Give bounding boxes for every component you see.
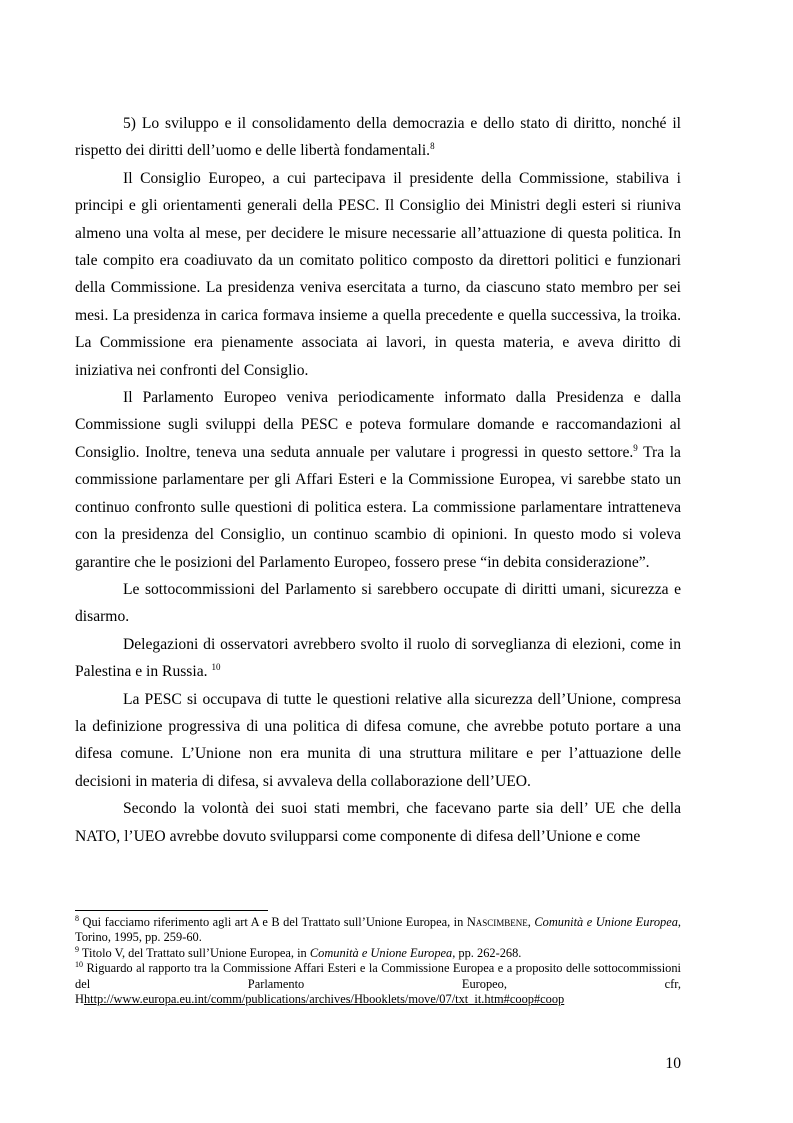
- paragraph-democracy: 5) Lo sviluppo e il consolidamento della democrazia e dello stato di diritto, nonché il rispetto dei diritti dell’uomo e delle libertà fondamentali.$^8$: [75, 115, 681, 160]
- footnote-8: $^8$ Qui facciamo riferimento agli art A e B del Trattato sull’Unione Europea, in Nascimbene, Comunità e Unione Europea, Torino, 1995, pp. 259-60.: [75, 913, 682, 945]
- footnote-9: $^9$ Titolo V, del Trattato sull’Unione Europea, in Comunità e Unione Europea, pp. 262-268.: [75, 944, 522, 960]
- paragraph-ueo: Secondo la volontà dei suoi stati membri, che facevano parte sia dell’ UE che della NATO, l’UEO avrebbe dovuto svilupparsi come componente di difesa dell’Unione e come: [75, 800, 681, 845]
- paragraph-european-parliament: Il Parlamento Europeo veniva periodicamente informato dalla Presidenza e dalla Commissione sugli sviluppi della PESC e poteva formulare domande e raccomandazioni al Consiglio. Inoltre, teneva una seduta annuale per valutare i progressi in questo settore.$^9$ Tra la commissione parlamentare per gli Affari Esteri e la Commissione Europea, vi sarebbe stato un continuo confronto sulle questioni di politica estera. La commissione parlamentare intratteneva con la presidenza del Consiglio, un continuo scambio di opinioni. In questo modo si voleva garantire che le posizioni del Parlamento Europeo, fossero prese “in debita considerazione”.: [75, 389, 681, 571]
- paragraph-security-pesc: La PESC si occupava di tutte le questioni relative alla sicurezza dell’Unione, compresa la definizione progressiva di una politica di difesa comune, che avrebbe potuto portare a una difesa comune. L’Unione non era munita di una struttura militare e per l’attuazione delle decisioni in materia di difesa, si avvaleva della collaborazione dell’UEO.: [75, 690, 681, 790]
- footnote-10: $^{10}$ Riguardo al rapporto tra la Commissione Affari Esteri e la Commissione Europea e a proposito delle sottocommissioni del Parlamento Europeo, cfr, Hhttp://www.europa.eu.int/comm/publications/archives/Hbooklets/move/07/txt_it.htm#coop#coop: [75, 960, 681, 1007]
- footnote-book-title: Comunità e Unione Europea: [534, 915, 678, 929]
- footnote-ref-9[interactable]: 9: [633, 442, 638, 453]
- footnote-book-title: Comunità e Unione Europea: [309, 945, 453, 960]
- paragraph-observer-delegations: Delegazioni di osservatori avrebbero svolto il ruolo di sorveglianza di elezioni, come in Palestina e in Russia. $^{10}$: [75, 635, 681, 681]
- footnote-link[interactable]: http://www.europa.eu.int/comm/publications/archives/Hbooklets/move/07/txt_it.htm#coop#coop: [83, 992, 565, 1007]
- footnote-ref-10[interactable]: 10: [211, 661, 221, 672]
- body-text: [75, 110, 681, 850]
- footnote-ref-8[interactable]: 8: [430, 141, 435, 152]
- footnote-author: Nascimbene: [466, 915, 528, 929]
- page-number: 10: [665, 1055, 681, 1072]
- footnotes: [75, 915, 681, 1007]
- paragraph-subcommittees: Le sottocommissioni del Parlamento si sarebbero occupate di diritti umani, sicurezza e disarmo.: [75, 580, 681, 626]
- paragraph-european-council: Il Consiglio Europeo, a cui partecipava il presidente della Commissione, stabiliva i principi e gli orientamenti generali della PESC. Il Consiglio dei Ministri degli esteri si riuniva almeno una volta al mese, per decidere le misure necessarie all’attuazione di questa politica. In tale compito era coadiuvato da un comitato politico composto da direttori politici e funzionari della Commissione. La presidenza veniva esercitata a turno, da ciascuno stato membro per sei mesi. La presidenza in carica formava insieme a quella precedente e quella successiva, la troika. La Commissione era pienamente associata ai lavori, in questa materia, e aveva diritto di iniziativa nei confronti del Consiglio.: [75, 169, 681, 379]
- footnote-separator: [75, 910, 268, 911]
